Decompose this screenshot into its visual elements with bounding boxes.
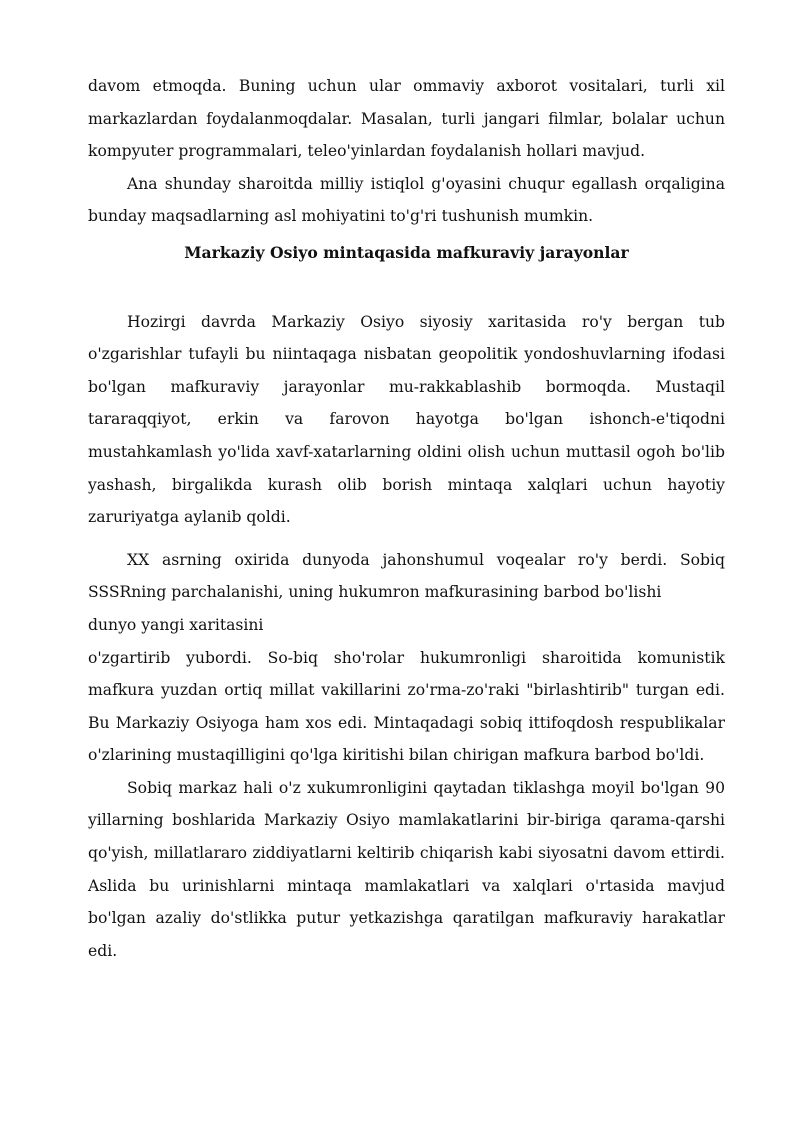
paragraph-ozgartirib: o'zgartirib yubordi. So-biq sho'rolar hukumronligi sharoitida komunistik mafkura yuzdan ortiq millat vakillarini zo'rma-zo'raki "birlashtirib" turgan edi. Bu Markaziy Osiyoga ham xos edi. Mintaqadagi sobiq ittifoqdosh respublikalar o'zlarining mustaqilligini qo'lga kiritishi bilan chirigan mafkura barbod bo'ldi. — [88, 648, 725, 765]
paragraph-xx-asrning: XX asrning oxirida dunyoda jahonshumul voqealar ro'y berdi. Sobiq SSSRning parchalanishi, uning hukumron mafkurasining barbod bo'lishi — [88, 550, 725, 602]
document-page — [88, 70, 725, 967]
paragraph-ana-shunday: Ana shunday sharoitda milliy istiqlol g'oyasini chuqur egallash orqaligina bunday maqsadlarning asl mohiyatini to'g'ri tushunish mumkin. — [88, 174, 725, 226]
paragraph-hozirgi-davrda: Hozirgi davrda Markaziy Osiyo siyosiy xaritasida ro'y bergan tub o'zgarishlar tufayli bu niintaqaga nisbatan geopolitik yondoshuvlarning ifodasi bo'lgan mafkuraviy jarayonlar mu-rakkablashib bormoqda. Mustaqil tararaqqiyot, erkin va farovon hayotga bo'lgan ishonch-e'tiqodni mustahkamlash yo'lida xavf-xatarlarning oldini olish uchun muttasil ogoh bo'lib yashash, birgalikda kurash olib borish mintaqa xalqlari uchun hayotiy zaruriyatga aylanib qoldi. — [88, 312, 725, 527]
paragraph-fragment-dunyo: dunyo yangi xaritasini — [88, 615, 264, 634]
section-heading: Markaziy Osiyo mintaqasida mafkuraviy jarayonlar — [184, 242, 629, 262]
paragraph-continuation: davom etmoqda. Buning uchun ular ommaviy axborot vositalari, turli xil markazlardan foydalanmoqdalar. Masalan, turli jangari filmlar, bolalar uchun kompyuter programmalari, teleo'yinlardan foydalanish hollari mavjud. — [88, 77, 725, 161]
paragraph-sobiq-markaz: Sobiq markaz hali o'z xukumronligini qaytadan tiklashga moyil bo'lgan 90 yillarning boshlarida Markaziy Osiyo mamlakatlarini bir-biriga qarama-qarshi qo'yish, millatlararo ziddiyatlarni keltirib chiqarish kabi siyosatni davom ettirdi. Aslida bu urinishlarni mintaqa mamlakatlari va xalqlari o'rtasida mavjud bo'lgan azaliy do'stlikka putur yetkazishga qaratilgan mafkuraviy harakatlar edi. — [88, 778, 725, 960]
